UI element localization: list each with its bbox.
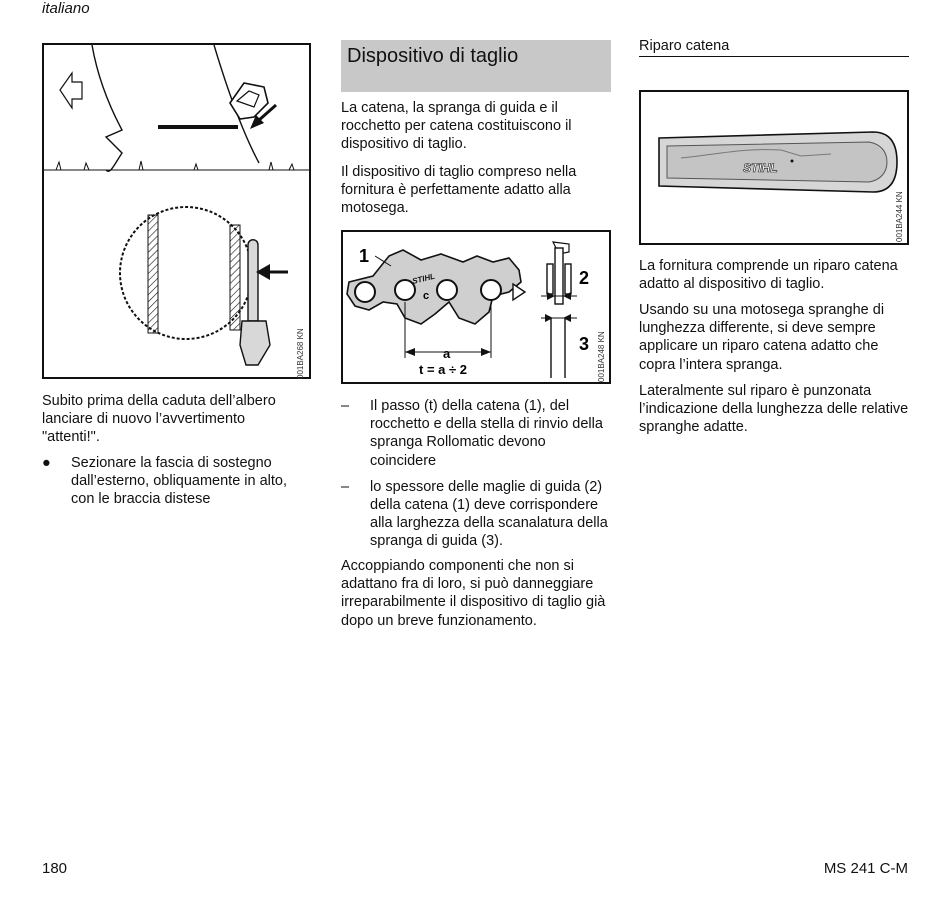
- cutting-para-2: Il dispositivo di taglio compreso nella fornitura è perfettamente adatto alla motosega.: [341, 164, 577, 217]
- chain-logo: STIHL: [411, 271, 436, 286]
- cutting-requirements: [341, 397, 611, 559]
- section-subheading: Riparo catena: [639, 38, 909, 57]
- fall-direction-arrow-icon: [60, 73, 82, 108]
- label-c: c: [423, 290, 430, 302]
- list-item-text: lo spessore delle maglie di guida (2) della catena (1) deve corrispondere alla larghezza della scanalatura della spranga di guida (3).: [370, 478, 608, 550]
- dash-marker: –: [341, 478, 350, 495]
- guard-para-2: Usando su una motosega spranghe di lunghezza differente, si deve sempre applicare un riparo catena adatto che copra l’intera spranga.: [639, 302, 885, 373]
- felling-bullets: [42, 454, 304, 517]
- list-item-text: Sezionare la fascia di sostegno dall’esterno, obliquamente in alto, con le braccia distese: [71, 455, 288, 508]
- bullet-marker: ●: [42, 455, 51, 471]
- figure-code: 001BA248 KN: [597, 331, 606, 382]
- chain-figure: [341, 230, 611, 384]
- section-heading: Dispositivo di taglio: [347, 45, 519, 67]
- felling-figure: [42, 43, 311, 379]
- figure-code: 001BA268 KN: [296, 328, 305, 379]
- language-label: italiano: [42, 0, 90, 17]
- figure-code: 001BA244 KN: [895, 191, 904, 242]
- list-item: [341, 397, 611, 470]
- label-a: a: [443, 346, 451, 361]
- felling-intro: Subito prima della caduta dell’albero lanciare di nuovo l’avvertimento "attenti!".: [42, 393, 276, 446]
- chain-guard-illustration: [641, 92, 907, 243]
- guard-logo: STIHL: [743, 161, 778, 175]
- dash-marker: –: [341, 398, 350, 414]
- formula: t = a ÷ 2: [419, 362, 467, 377]
- page-number: 180: [42, 860, 68, 877]
- label-1: 1: [359, 246, 370, 266]
- model-name: MS 241 C-M: [823, 860, 908, 877]
- list-item-text: Il passo (t) della catena (1), del rocchetto e della stella di rinvio della spranga Rollomatic devono coincidere: [370, 398, 603, 469]
- section-heading-box: [341, 40, 611, 92]
- chain-illustration: [343, 232, 609, 382]
- guard-para-3: Lateralmente sul riparo è punzonata l’indicazione della lunghezza delle relative spranghe adatte.: [639, 383, 909, 436]
- label-2: 2: [579, 268, 590, 288]
- label-3: 3: [579, 334, 590, 354]
- cutting-para-1: La catena, la spranga di guida e il rocchetto per catena costituiscono il dispositivo di taglio.: [341, 100, 572, 153]
- chain-guard-figure: [639, 90, 909, 245]
- guard-para-1: La fornitura comprende un riparo catena adatto al dispositivo di taglio.: [639, 258, 898, 293]
- list-item: [42, 454, 304, 509]
- felling-illustration: [44, 45, 309, 377]
- cutting-para-3: Accoppiando componenti che non si adattano fra di loro, si può danneggiare irreparabilmente il dispositivo di taglio già dopo un breve funzionamento.: [341, 558, 606, 629]
- list-item: [341, 478, 611, 551]
